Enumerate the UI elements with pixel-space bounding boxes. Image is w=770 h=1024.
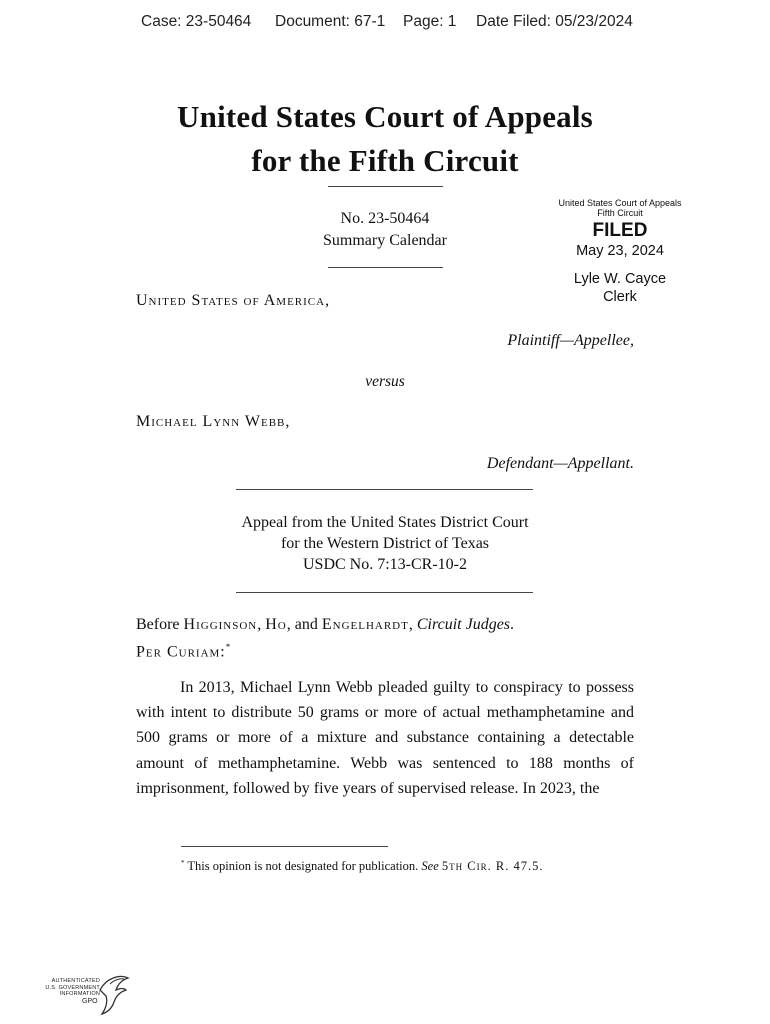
filed-stamp xyxy=(555,198,685,306)
appeal-block xyxy=(0,512,770,575)
footnote xyxy=(181,859,543,874)
court-title-line2: for the Fifth Circuit xyxy=(251,143,519,178)
conjunction: and xyxy=(294,616,318,633)
stamp-date: May 23, 2024 xyxy=(576,243,664,259)
judge-name: Engelhardt xyxy=(321,616,409,633)
paragraph: In 2013, Michael Lynn Webb pleaded guilty to conspiracy to possess with intent to distribute 50 grams or more of actual methamphetamine and 500 grams or more of a mixture and substance containing a detectable amount of methamphetamine. Webb was sentenced to 188 months of imprisonment, followed by five years of supervised release. In 2023, the xyxy=(136,679,634,797)
divider xyxy=(236,489,533,490)
footnote-marker: * xyxy=(181,859,185,867)
docket-calendar: Summary Calendar xyxy=(323,232,447,249)
judges-title: Circuit Judges xyxy=(416,616,511,633)
stamp-clerk-title: Clerk xyxy=(603,289,637,305)
footnote-divider xyxy=(181,846,388,847)
court-title xyxy=(0,95,770,183)
case-number: Case: 23-50464 xyxy=(141,13,252,30)
document-number: Document: 67-1 xyxy=(275,13,386,30)
footnote-text: This opinion is not designated for publication. xyxy=(187,859,419,874)
judge-name: Higginson xyxy=(183,616,258,633)
stamp-clerk-name: Lyle W. Cayce xyxy=(573,271,667,287)
page-number: Page: 1 xyxy=(403,13,457,30)
footnote-marker: * xyxy=(225,642,231,652)
footnote-see: See xyxy=(421,859,439,874)
stamp-circuit: Fifth Circuit xyxy=(597,208,643,218)
plaintiff-role: Plaintiff—Appellee, xyxy=(507,332,634,349)
plaintiff-name: United States of America, xyxy=(136,292,331,309)
seal-text: AUTHENTICATED U.S. GOVERNMENT INFORMATION xyxy=(45,978,100,997)
judge-name: Ho xyxy=(265,616,287,633)
divider xyxy=(328,267,443,268)
stamp-filed: FILED xyxy=(592,220,648,241)
defendant-name: Michael Lynn Webb, xyxy=(136,413,291,430)
appeal-line3: USDC No. 7:13-CR-10-2 xyxy=(302,556,467,573)
divider xyxy=(236,592,533,593)
date-filed: Date Filed: 05/23/2024 xyxy=(476,13,633,30)
gpo-seal xyxy=(44,972,130,1018)
stamp-court: United States Court of Appeals xyxy=(558,198,682,208)
per-curiam-label: Per Curiam: xyxy=(136,643,226,661)
seal-label: GPO xyxy=(82,998,98,1005)
appeal-line2: for the Western District of Texas xyxy=(280,535,490,552)
defendant-role: Defendant—Appellant. xyxy=(486,455,634,472)
appeal-line1: Appeal from the United States District Court xyxy=(241,514,529,531)
court-title-line1: United States Court of Appeals xyxy=(177,99,593,134)
versus-label: versus xyxy=(365,373,405,390)
footnote-rule: 5th Cir. R. 47.5. xyxy=(441,859,544,874)
eagle-icon xyxy=(96,972,132,1018)
opinion-body xyxy=(136,675,634,801)
before-label: Before xyxy=(136,616,180,633)
divider xyxy=(328,186,443,187)
panel-line: Before Higginson, Ho, and Engelhardt, Circuit Judges. xyxy=(136,616,515,633)
docket-number: No. 23-50464 xyxy=(340,210,430,227)
per-curiam xyxy=(136,642,230,661)
